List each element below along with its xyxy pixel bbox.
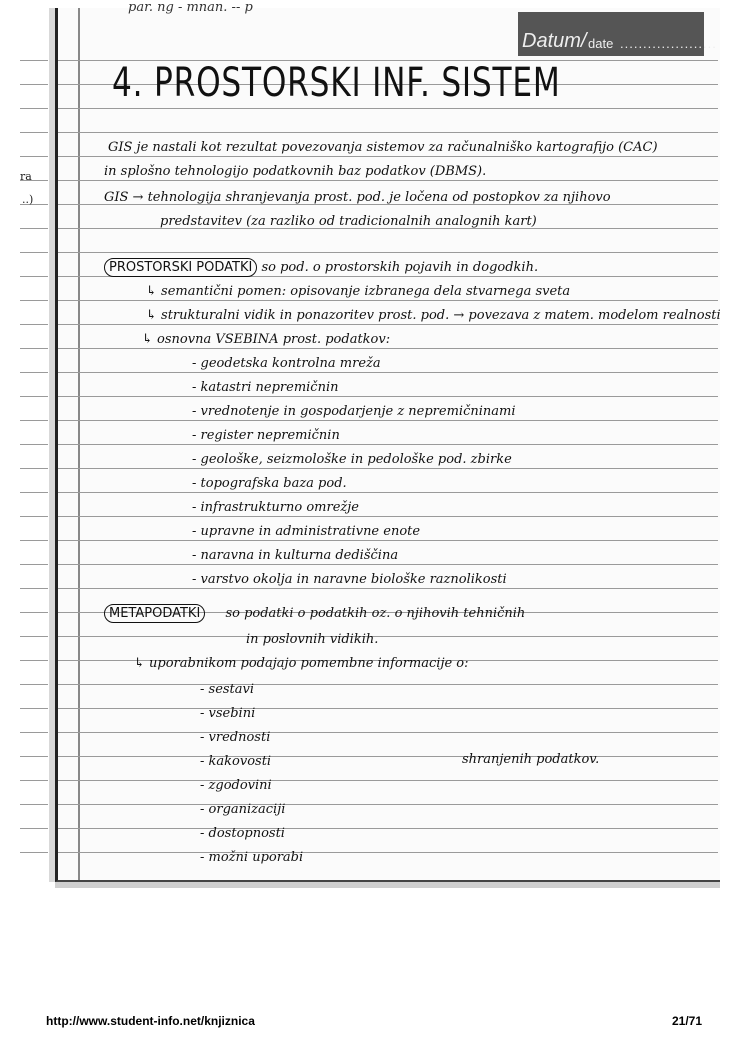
ruled-line xyxy=(58,708,718,709)
spatial-sub: ↳ semantični pomen: opisovanje izbranega dela stvarnega sveta xyxy=(146,284,571,299)
ruled-line xyxy=(58,156,718,157)
margin-ruled-line xyxy=(20,468,48,469)
margin-ruled-line xyxy=(20,156,48,157)
ruled-line xyxy=(58,492,718,493)
margin-ruled-line xyxy=(20,396,48,397)
top-scribble: par. ng - mnan. -- p xyxy=(128,0,253,15)
margin-ruled-line xyxy=(20,132,48,133)
margin-note: ra xyxy=(20,170,32,183)
meta-item: - dostopnosti xyxy=(200,826,285,841)
ruled-line xyxy=(58,852,718,853)
spatial-sub: ↳ osnovna VSEBINA prost. podatkov: xyxy=(142,332,391,347)
margin-ruled-line xyxy=(20,444,48,445)
margin-ruled-line xyxy=(20,84,48,85)
margin-ruled-line xyxy=(20,372,48,373)
meta-side-note: shranjenih podatkov. xyxy=(462,752,600,767)
ruled-line xyxy=(58,252,718,253)
content-item: - geodetska kontrolna mreža xyxy=(192,356,381,371)
margin-ruled-line xyxy=(20,852,48,853)
margin-ruled-line xyxy=(20,732,48,733)
meta-sub-text: uporabnikom podajajo pomembne informacije o: xyxy=(149,656,469,671)
spatial-heading-row xyxy=(104,260,538,275)
margin-ruled-line xyxy=(20,756,48,757)
ruled-line xyxy=(58,132,718,133)
ruled-line xyxy=(58,420,718,421)
ruled-line xyxy=(58,300,718,301)
intro-line: GIS je nastali kot rezultat povezovanja sistemov za računalniško kartografijo (CAC) xyxy=(108,140,658,155)
meta-item: - zgodovini xyxy=(200,778,272,793)
margin-ruled-line xyxy=(20,228,48,229)
content-item: - geološke, seizmološke in pedološke pod. zbirke xyxy=(192,452,512,467)
meta-heading: METAPODATKI xyxy=(104,604,205,623)
date-dots: ..................... xyxy=(620,36,717,51)
footer-url[interactable]: http://www.student-info.net/knjiznica xyxy=(46,1014,255,1028)
meta-heading-row xyxy=(104,606,525,621)
ruled-line xyxy=(58,804,718,805)
ruled-line xyxy=(58,108,718,109)
meta-item: - vrednosti xyxy=(200,730,271,745)
margin-ruled-line xyxy=(20,612,48,613)
margin-ruled-line xyxy=(20,804,48,805)
margin-ruled-line xyxy=(20,252,48,253)
margin-ruled-line xyxy=(20,636,48,637)
ruled-line xyxy=(58,372,718,373)
spatial-sub: ↳ strukturalni vidik in ponazoritev prost. pod. → povezava z matem. modelom realnosti xyxy=(146,308,721,323)
margin-ruled-line xyxy=(20,708,48,709)
content-item: - upravne in administrativne enote xyxy=(192,524,421,539)
meta-item: - kakovosti xyxy=(200,754,272,769)
ruled-line xyxy=(58,396,718,397)
spatial-heading: PROSTORSKI PODATKI xyxy=(104,258,257,277)
meta-definition-cont: in poslovnih vidikih. xyxy=(246,632,379,647)
margin-ruled-line xyxy=(20,684,48,685)
content-item: - topografska baza pod. xyxy=(192,476,347,491)
date-box xyxy=(518,12,717,56)
margin-ruled-line xyxy=(20,108,48,109)
spatial-sub-text: strukturalni vidik in ponazoritev prost. pod. → povezava z matem. modelom realnosti xyxy=(161,308,721,323)
content-item: - katastri nepremičnin xyxy=(192,380,339,395)
margin-ruled-line xyxy=(20,516,48,517)
margin-ruled-line xyxy=(20,348,48,349)
ruled-line xyxy=(58,348,718,349)
margin-ruled-line xyxy=(20,540,48,541)
spatial-sub-text: semantični pomen: opisovanje izbranega dela stvarnega sveta xyxy=(161,284,571,299)
meta-item: - možni uporabi xyxy=(200,850,304,865)
ruled-line xyxy=(58,444,718,445)
page-title: 4. PROSTORSKI INF. SISTEM xyxy=(112,60,561,106)
margin-ruled-line xyxy=(20,660,48,661)
ruled-line xyxy=(58,732,718,733)
spatial-sub-text: osnovna VSEBINA prost. podatkov: xyxy=(157,332,391,347)
content-item: - naravna in kulturna dediščina xyxy=(192,548,399,563)
ruled-line xyxy=(58,564,718,565)
ruled-line xyxy=(58,756,718,757)
footer-page-number: 21/71 xyxy=(672,1014,703,1028)
margin-ruled-line xyxy=(20,828,48,829)
meta-item: - organizaciji xyxy=(200,802,286,817)
ruled-line xyxy=(58,180,718,181)
ruled-line xyxy=(58,636,718,637)
intro-line: in splošno tehnologijo podatkovnih baz podatkov (DBMS). xyxy=(104,164,487,179)
meta-item: - vsebini xyxy=(200,706,256,721)
margin-ruled-line xyxy=(20,276,48,277)
margin-ruled-line xyxy=(20,492,48,493)
ruled-line xyxy=(58,780,718,781)
margin-note: ..) xyxy=(22,193,34,206)
ruled-line xyxy=(58,540,718,541)
date-label-small: date xyxy=(588,36,614,51)
content-item: - vrednotenje in gospodarjenje z nepremičninami xyxy=(192,404,516,419)
content-item: - register nepremičnin xyxy=(192,428,340,443)
meta-definition: so podatki o podatkih oz. o njihovih tehničnih xyxy=(225,606,526,621)
ruled-line xyxy=(58,324,718,325)
ruled-line xyxy=(58,468,718,469)
margin-ruled-line xyxy=(20,324,48,325)
margin-ruled-line xyxy=(20,780,48,781)
ruled-line xyxy=(58,588,718,589)
margin-ruled-line xyxy=(20,564,48,565)
content-item: - infrastrukturno omrežje xyxy=(192,500,359,515)
margin-ruled-line xyxy=(20,588,48,589)
content-item: - varstvo okolja in naravne biološke raznolikosti xyxy=(192,572,507,587)
ruled-line xyxy=(58,828,718,829)
spatial-definition: so pod. o prostorskih pojavih in dogodkih. xyxy=(261,260,539,275)
date-label: Datum/ xyxy=(522,30,587,52)
intro-line: predstavitev (za razliko od tradicionalnih analognih kart) xyxy=(160,214,537,229)
meta-item: - sestavi xyxy=(200,682,255,697)
meta-sub: ↳ uporabnikom podajajo pomembne informacije o: xyxy=(134,656,469,671)
intro-line: GIS → tehnologija shranjevanja prost. pod. je ločena od postopkov za njihovo xyxy=(104,190,611,205)
margin-ruled-line xyxy=(20,300,48,301)
ruled-line xyxy=(58,516,718,517)
margin-ruled-line xyxy=(20,60,48,61)
margin-ruled-line xyxy=(20,420,48,421)
ruled-line xyxy=(58,684,718,685)
